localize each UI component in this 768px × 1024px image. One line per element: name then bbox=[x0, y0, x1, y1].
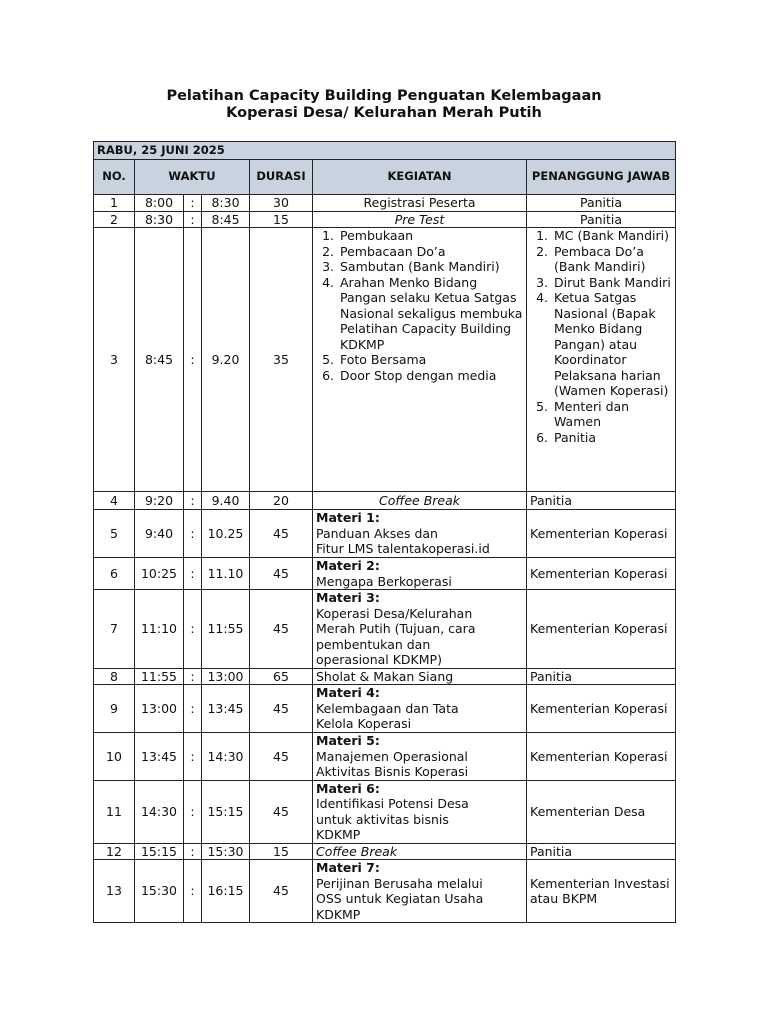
row-duration: 45 bbox=[250, 860, 313, 923]
row-start: 8:30 bbox=[135, 211, 184, 228]
activity-line: Manajemen Operasional bbox=[316, 748, 468, 764]
row-pic: Panitia bbox=[527, 843, 676, 860]
document-title bbox=[0, 88, 768, 122]
row-duration: 45 bbox=[250, 590, 313, 669]
row-duration: 65 bbox=[250, 668, 313, 685]
row-end: 8:30 bbox=[202, 195, 250, 212]
row-sep: : bbox=[184, 492, 202, 510]
table-row bbox=[94, 860, 676, 923]
title-line-1: Pelatihan Capacity Building Penguatan Kelembagaan bbox=[166, 88, 602, 104]
activity-line: KDKMP bbox=[316, 906, 361, 922]
activity-line: Kelola Koperasi bbox=[316, 716, 412, 732]
list-item: 6. Door Stop dengan media bbox=[338, 368, 523, 384]
list-item: 3. Dirut Bank Mandiri bbox=[552, 275, 672, 291]
row-end: 8:45 bbox=[202, 211, 250, 228]
table-row bbox=[94, 668, 676, 685]
row-duration: 15 bbox=[250, 211, 313, 228]
activity-line: Kelembagaan dan Tata bbox=[316, 700, 459, 716]
row-activity bbox=[313, 558, 527, 590]
activity-line: Panduan Akses dan bbox=[316, 525, 438, 541]
row-pic: Kementerian Koperasi bbox=[527, 510, 676, 558]
row-end: 9.20 bbox=[202, 228, 250, 492]
activity-line: Aktivitas Bisnis Koperasi bbox=[316, 764, 469, 779]
row-start: 15:15 bbox=[135, 843, 184, 860]
row-no: 2 bbox=[94, 211, 135, 228]
row-pic: Panitia bbox=[527, 211, 676, 228]
table-row bbox=[94, 843, 676, 860]
row-sep: : bbox=[184, 590, 202, 669]
row-sep: : bbox=[184, 668, 202, 685]
row-sep: : bbox=[184, 195, 202, 212]
row-no: 1 bbox=[94, 195, 135, 212]
row-no: 8 bbox=[94, 668, 135, 685]
list-item: 3. Sambutan (Bank Mandiri) bbox=[338, 259, 523, 275]
row-duration: 15 bbox=[250, 843, 313, 860]
row-duration: 45 bbox=[250, 510, 313, 558]
table-row bbox=[94, 558, 676, 590]
row-start: 10:25 bbox=[135, 558, 184, 590]
row-end: 13:00 bbox=[202, 668, 250, 685]
materi-label: Materi 2: bbox=[316, 558, 380, 573]
row-no: 6 bbox=[94, 558, 135, 590]
row-start: 11:55 bbox=[135, 668, 184, 685]
row-start: 11:10 bbox=[135, 590, 184, 669]
row-start: 9:40 bbox=[135, 510, 184, 558]
row-sep: : bbox=[184, 860, 202, 923]
materi-label: Materi 1: bbox=[316, 510, 380, 526]
activity-line: KDKMP bbox=[316, 827, 361, 842]
row-pic: Panitia bbox=[527, 492, 676, 510]
table-row bbox=[94, 733, 676, 781]
row-no: 11 bbox=[94, 780, 135, 843]
row-pic: Panitia bbox=[527, 195, 676, 212]
list-item: 4. Arahan Menko Bidang Pangan selaku Ketua Satgas Nasional sekaligus membuka Pelatihan Capacity Building KDKMP bbox=[338, 275, 523, 353]
row-end: 11:55 bbox=[202, 590, 250, 669]
table-row bbox=[94, 228, 676, 492]
row-end: 16:15 bbox=[202, 860, 250, 923]
row-no: 7 bbox=[94, 590, 135, 669]
table-row bbox=[94, 492, 676, 510]
row-activity bbox=[313, 685, 527, 733]
row-end: 13:45 bbox=[202, 685, 250, 733]
row-duration: 45 bbox=[250, 780, 313, 843]
list-item: 2. Pembacaan Do’a bbox=[338, 244, 523, 260]
date-row bbox=[94, 142, 676, 160]
row-activity-list bbox=[313, 228, 527, 492]
row-sep: : bbox=[184, 228, 202, 492]
row-end: 10.25 bbox=[202, 510, 250, 558]
materi-label: Materi 3: bbox=[316, 590, 380, 605]
list-item: 6. Panitia bbox=[552, 430, 672, 446]
row-end: 15:30 bbox=[202, 843, 250, 860]
row-start: 15:30 bbox=[135, 860, 184, 923]
schedule-table bbox=[93, 141, 676, 923]
materi-label: Materi 4: bbox=[316, 685, 380, 701]
row-start: 14:30 bbox=[135, 780, 184, 843]
row-no: 10 bbox=[94, 733, 135, 781]
row-no: 13 bbox=[94, 860, 135, 923]
header-row bbox=[94, 160, 676, 195]
row-pic-list bbox=[527, 228, 676, 492]
activity-line: Mengapa Berkoperasi bbox=[316, 573, 452, 589]
row-duration: 45 bbox=[250, 685, 313, 733]
list-item: 2. Pembaca Do’a (Bank Mandiri) bbox=[552, 244, 672, 275]
row-sep: : bbox=[184, 510, 202, 558]
row-activity: Sholat & Makan Siang bbox=[313, 668, 527, 685]
list-item: 4. Ketua Satgas Nasional (Bapak Menko Bidang Pangan) atau Koordinator Pelaksana harian (Wamen Koperasi) bbox=[552, 290, 672, 399]
row-pic: Kementerian Koperasi bbox=[527, 590, 676, 669]
row-start: 9:20 bbox=[135, 492, 184, 510]
materi-label: Materi 5: bbox=[316, 733, 380, 748]
row-sep: : bbox=[184, 211, 202, 228]
row-sep: : bbox=[184, 843, 202, 860]
row-sep: : bbox=[184, 558, 202, 590]
row-start: 13:45 bbox=[135, 733, 184, 781]
row-activity: Coffee Break bbox=[313, 843, 527, 860]
activity-line: Fitur LMS talentakoperasi.id bbox=[316, 541, 490, 557]
row-sep: : bbox=[184, 733, 202, 781]
row-activity: Pre Test bbox=[313, 211, 527, 228]
table-row bbox=[94, 211, 676, 228]
row-pic: Kementerian Investasi atau BKPM bbox=[527, 860, 676, 923]
title-line-2: Koperasi Desa/ Kelurahan Merah Putih bbox=[226, 105, 542, 121]
list-item: 1. Pembukaan bbox=[338, 228, 523, 244]
row-no: 12 bbox=[94, 843, 135, 860]
row-end: 11.10 bbox=[202, 558, 250, 590]
row-activity: Registrasi Peserta bbox=[313, 195, 527, 212]
row-end: 15:15 bbox=[202, 780, 250, 843]
row-pic: Kementerian Koperasi bbox=[527, 733, 676, 781]
row-activity: Coffee Break bbox=[313, 492, 527, 510]
row-no: 4 bbox=[94, 492, 135, 510]
row-start: 8:45 bbox=[135, 228, 184, 492]
row-pic: Panitia bbox=[527, 668, 676, 685]
row-end: 9.40 bbox=[202, 492, 250, 510]
table-row bbox=[94, 510, 676, 558]
activity-line: Identifikasi Potensi Desa bbox=[316, 796, 469, 811]
header-durasi: DURASI bbox=[250, 160, 313, 195]
activity-line: Koperasi Desa/Kelurahan bbox=[316, 605, 473, 621]
table-row bbox=[94, 195, 676, 212]
row-no: 3 bbox=[94, 228, 135, 492]
list-item: 1. MC (Bank Mandiri) bbox=[552, 228, 672, 244]
row-duration: 20 bbox=[250, 492, 313, 510]
row-start: 13:00 bbox=[135, 685, 184, 733]
row-pic: Kementerian Desa bbox=[527, 780, 676, 843]
row-activity bbox=[313, 590, 527, 669]
row-end: 14:30 bbox=[202, 733, 250, 781]
header-waktu: WAKTU bbox=[135, 160, 250, 195]
row-no: 5 bbox=[94, 510, 135, 558]
activity-line: pembentukan dan bbox=[316, 636, 431, 652]
row-duration: 35 bbox=[250, 228, 313, 492]
table-row bbox=[94, 685, 676, 733]
activity-line: Perijinan Berusaha melalui bbox=[316, 875, 483, 891]
row-activity bbox=[313, 780, 527, 843]
row-duration: 30 bbox=[250, 195, 313, 212]
date-label: RABU, 25 JUNI 2025 bbox=[94, 142, 676, 160]
row-sep: : bbox=[184, 780, 202, 843]
activity-line: operasional KDKMP) bbox=[316, 652, 442, 667]
row-pic: Kementerian Koperasi bbox=[527, 558, 676, 590]
materi-label: Materi 6: bbox=[316, 780, 380, 796]
table-row bbox=[94, 590, 676, 669]
row-sep: : bbox=[184, 685, 202, 733]
header-no: NO. bbox=[94, 160, 135, 195]
row-duration: 45 bbox=[250, 733, 313, 781]
header-penanggung-jawab: PENANGGUNG JAWAB bbox=[527, 160, 676, 195]
activity-line: Merah Putih (Tujuan, cara bbox=[316, 621, 476, 636]
list-item: 5. Foto Bersama bbox=[338, 352, 523, 368]
table-row bbox=[94, 780, 676, 843]
activity-line: untuk aktivitas bisnis bbox=[316, 811, 449, 827]
materi-label: Materi 7: bbox=[316, 860, 380, 875]
row-activity bbox=[313, 733, 527, 781]
activity-line: OSS untuk Kegiatan Usaha bbox=[316, 891, 484, 906]
list-item: 5. Menteri dan Wamen bbox=[552, 399, 672, 430]
row-no: 9 bbox=[94, 685, 135, 733]
row-duration: 45 bbox=[250, 558, 313, 590]
row-start: 8:00 bbox=[135, 195, 184, 212]
header-kegiatan: KEGIATAN bbox=[313, 160, 527, 195]
row-activity bbox=[313, 510, 527, 558]
row-activity bbox=[313, 860, 527, 923]
row-pic: Kementerian Koperasi bbox=[527, 685, 676, 733]
